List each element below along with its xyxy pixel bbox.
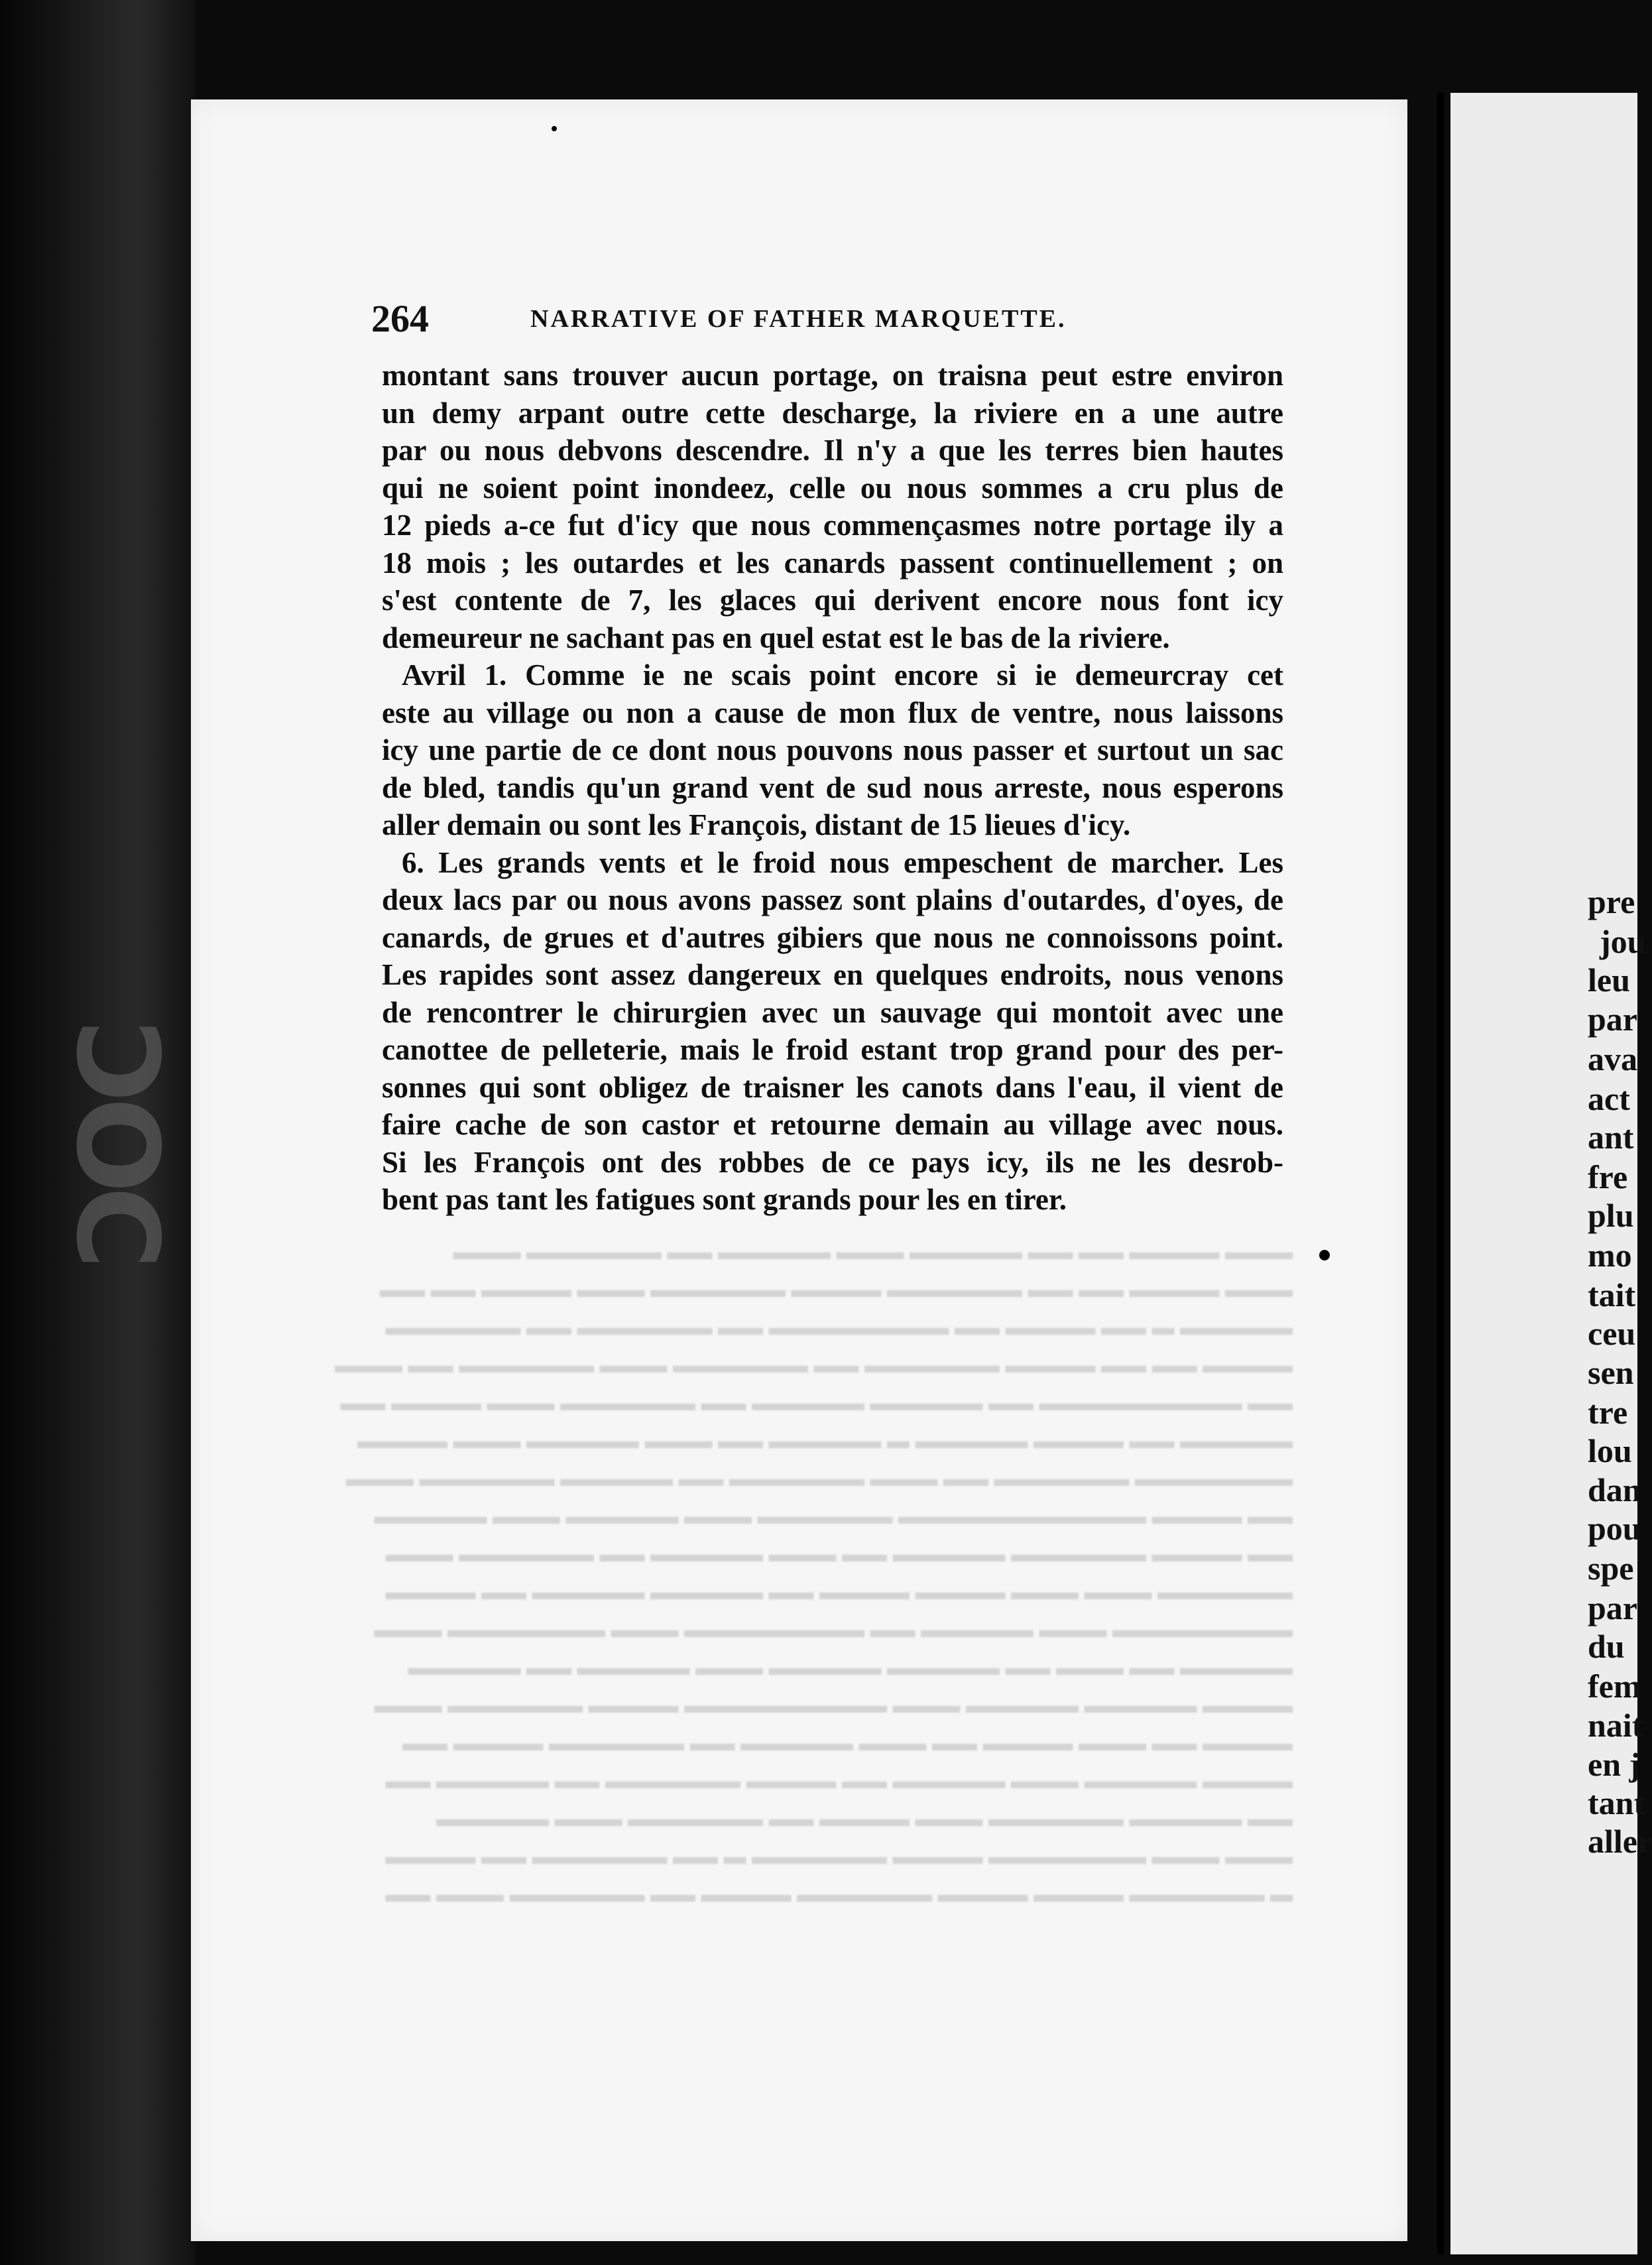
text-line: par ou nous debvons descendre. Il n'y a que les terres bien hautes (382, 434, 1283, 467)
facing-page-word: spe (1588, 1550, 1634, 1587)
text-line: bent pas tant les fatigues sont grands pour les en tirer. (382, 1183, 1067, 1216)
text-line: 6. Les grands vents et le froid nous empeschent de marcher. Les (402, 845, 1283, 879)
facing-page-word: en j (1588, 1746, 1641, 1783)
text-line: demeureur ne sachant pas en quel estat est le bas de la riviere. (382, 621, 1170, 654)
text-line: Avril 1. Comme ie ne scais point encore si ie demeurcray cet (402, 658, 1283, 692)
text-line: canottee de pelleterie, mais le froid estant trop grand pour des per- (382, 1033, 1283, 1066)
facing-page-word: tre (1588, 1394, 1628, 1431)
text-line: de bled, tandis qu'un grand vent de sud nous arreste, nous esperons (382, 770, 1283, 804)
facing-page-word: sen (1588, 1354, 1634, 1391)
facing-page-word: pre (1588, 883, 1635, 920)
text-line: aller demain ou sont les François, distant de 15 lieues d'icy. (382, 808, 1131, 841)
ink-dot (1319, 1250, 1330, 1260)
text-line: montant sans trouver aucun portage, on traisna peut estre environ (382, 359, 1283, 392)
facing-page-word: dan (1588, 1471, 1641, 1508)
text-line: un demy arpant outre cette descharge, la riviere en a une autre (382, 396, 1283, 430)
facing-page-word: par (1588, 1589, 1637, 1626)
facing-page-word: plu (1588, 1197, 1634, 1234)
text-line: este au village ou non a cause de mon flux de ventre, nous laissons (382, 696, 1283, 729)
facing-page-word: tait (1588, 1276, 1636, 1314)
facing-page-word: pou (1588, 1510, 1641, 1547)
facing-page-word: act (1588, 1080, 1630, 1117)
facing-page-word: lou (1588, 1432, 1632, 1469)
facing-page-word: ceu (1588, 1315, 1636, 1352)
facing-page-word: jou (1600, 923, 1646, 960)
text-line: faire cache de son castor et retourne demain au village avec nous. (382, 1108, 1283, 1141)
text-line: qui ne soient point inondeez, celle ou nous sommes a cru plus de (382, 471, 1283, 505)
book-spine (0, 0, 196, 2265)
facing-page-word: leu (1588, 961, 1630, 999)
text-line: 12 pieds a-ce fut d'icy que nous commençasmes notre portage ily a (382, 509, 1283, 542)
page-number: 264 (371, 297, 429, 340)
running-title: NARRATIVE OF FATHER MARQUETTE. (530, 305, 1067, 333)
text-line: sonnes qui sont obligez de traisner les canots dans l'eau, il vient de (382, 1070, 1283, 1104)
facing-page-word: mo (1588, 1237, 1632, 1274)
text-line: de rencontrer le chirurgien avec un sauvage qui montoit avec une (382, 995, 1283, 1029)
text-line: s'est contente de 7, les glaces qui derivent encore nous font icy (382, 583, 1283, 617)
facing-page-word: fem (1588, 1668, 1641, 1705)
text-line: icy une partie de ce dont nous pouvons nous passer et surtout un sac (382, 733, 1283, 766)
show-through-text: ▬▬▬ ▬▬▬▬ ▬▬ ▬▬ ▬▬▬▬▬ ▬▬▬ ▬▬▬▬▬ ▬▬ ▬▬▬▬▬▬ ▬▬▬ ▬▬▬ ▬▬▬▬ ▬▬ ▬▬ ▬▬▬▬▬▬ ▬▬▬▬ ▬▬▬▬▬▬ ▬▬▬ ▬▬▬▬ ▬▬ ▬▬ ▬▬▬▬▬ ▬ ▬▬ ▬▬▬▬ ▬▬ ▬▬▬▬▬▬▬▬ ▬▬ ▬▬▬▬▬▬ ▬▬ ▬▬▬▬▬▬ ▬▬▬▬ ▬▬ ▬▬ ▬▬▬▬ ▬▬▬▬▬▬ ▬▬ ▬▬▬▬▬▬ ▬▬▬ ▬▬▬▬▬▬ ▬▬ ▬▬▬ ▬▬ ▬▬▬▬▬▬▬▬▬ ▬▬ ▬▬▬▬▬ ▬▬▬▬▬ ▬▬ ▬▬▬▬▬▬ ▬▬▬ ▬▬▬▬ ▬▬ ▬▬▬▬▬ ▬▬ ▬▬▬▬ ▬▬▬▬▬ ▬ ▬▬▬▬▬ ▬▬ ▬▬▬ ▬▬▬▬▬ ▬▬▬ ▬▬▬▬ ▬▬▬▬▬▬▬ ▬▬▬▬▬▬ ▬▬ ▬▬▬ ▬▬▬▬▬▬ ▬▬ ▬▬▬▬▬ ▬▬▬▬▬▬ ▬▬▬ ▬▬ ▬▬▬▬ ▬▬▬▬▬▬▬▬▬▬▬ ▬▬▬▬▬▬ ▬▬▬ ▬▬▬▬▬ ▬▬▬ ▬▬▬▬▬ ▬▬ ▬▬▬▬ ▬▬▬▬▬▬ ▬▬▬▬▬ ▬▬ ▬▬▬ ▬▬▬▬▬ ▬▬ ▬▬▬▬▬▬ ▬▬▬ ▬▬▬▬▬▬ ▬▬▬ ▬▬▬ ▬▬▬▬ ▬▬▬▬ ▬▬ ▬▬▬▬▬ ▬▬▬▬▬ ▬▬ ▬▬▬▬ ▬▬▬▬▬▬▬▬ ▬▬▬ ▬▬▬▬▬ ▬▬ ▬▬▬▬▬▬▬▬ ▬▬▬ ▬▬▬▬▬▬▬ ▬▬▬ ▬▬▬▬▬ ▬▬ ▬▬▬ ▬▬ ▬▬▬▬▬ ▬▬▬▬▬ ▬▬▬ ▬▬▬▬▬ ▬▬ ▬▬▬▬▬ ▬▬▬▬ ▬▬▬▬▬ ▬▬▬▬▬ ▬▬▬ ▬▬▬▬▬▬▬▬▬ ▬▬▬▬ ▬▬▬▬▬▬ ▬▬▬ ▬▬▬▬ ▬▬ ▬▬▬ ▬▬▬▬ ▬▬ ▬▬▬ ▬▬▬▬▬ ▬▬ ▬▬▬▬▬▬ ▬▬▬▬ ▬▬ ▬▬▬▬ ▬▬▬▬▬ ▬▬▬ ▬▬▬▬▬ ▬▬ ▬▬▬▬ ▬▬▬▬▬▬ ▬▬ ▬▬▬▬▬ ▬▬ ▬▬ ▬▬▬▬▬ ▬▬▬▬▬▬ ▬▬▬ ▬▬▬▬ ▬▬ ▬▬▬▬▬▬ ▬▬▬ ▬▬▬▬▬ ▬▬▬ ▬▬▬ ▬▬▬▬▬▬▬ ▬▬▬▬ ▬▬▬▬▬▬ ▬ ▬▬ ▬▬▬▬▬▬ ▬▬ ▬▬▬▬ ▬ ▬▬▬▬▬▬ ▬▬▬▬ ▬▬▬▬ ▬▬▬▬▬▬ ▬▬▬▬ ▬▬ ▬▬▬▬▬▬ ▬▬▬ ▬▬ (335, 1240, 1293, 1907)
ink-dot (552, 126, 557, 131)
text-line: Les rapides sont assez dangereux en quelques endroits, nous venons (382, 958, 1283, 991)
facing-page-word: du (1588, 1628, 1625, 1665)
spine-smudge-mark: ƆOC (51, 1021, 182, 1263)
text-line: deux lacs par ou nous avons passez sont plains d'outardes, d'oyes, de (382, 883, 1283, 916)
facing-page-word: fre (1588, 1158, 1628, 1195)
facing-page-word: ava (1588, 1040, 1637, 1077)
facing-page-word: nait (1588, 1707, 1643, 1744)
page-gutter (1437, 93, 1444, 2254)
facing-page-word: par (1588, 1001, 1637, 1038)
text-line: 18 mois ; les outardes et les canards passent continuellement ; on (382, 546, 1283, 580)
body-text (382, 357, 1283, 1219)
facing-page-word: aller (1588, 1823, 1652, 1860)
facing-page-word: tant (1588, 1784, 1645, 1821)
text-line: Si les François ont des robbes de ce pays icy, ils ne les desrob- (382, 1145, 1283, 1179)
text-line: canards, de grues et d'autres gibiers que nous ne connoissons point. (382, 920, 1283, 954)
facing-page-word: ant (1588, 1119, 1634, 1156)
